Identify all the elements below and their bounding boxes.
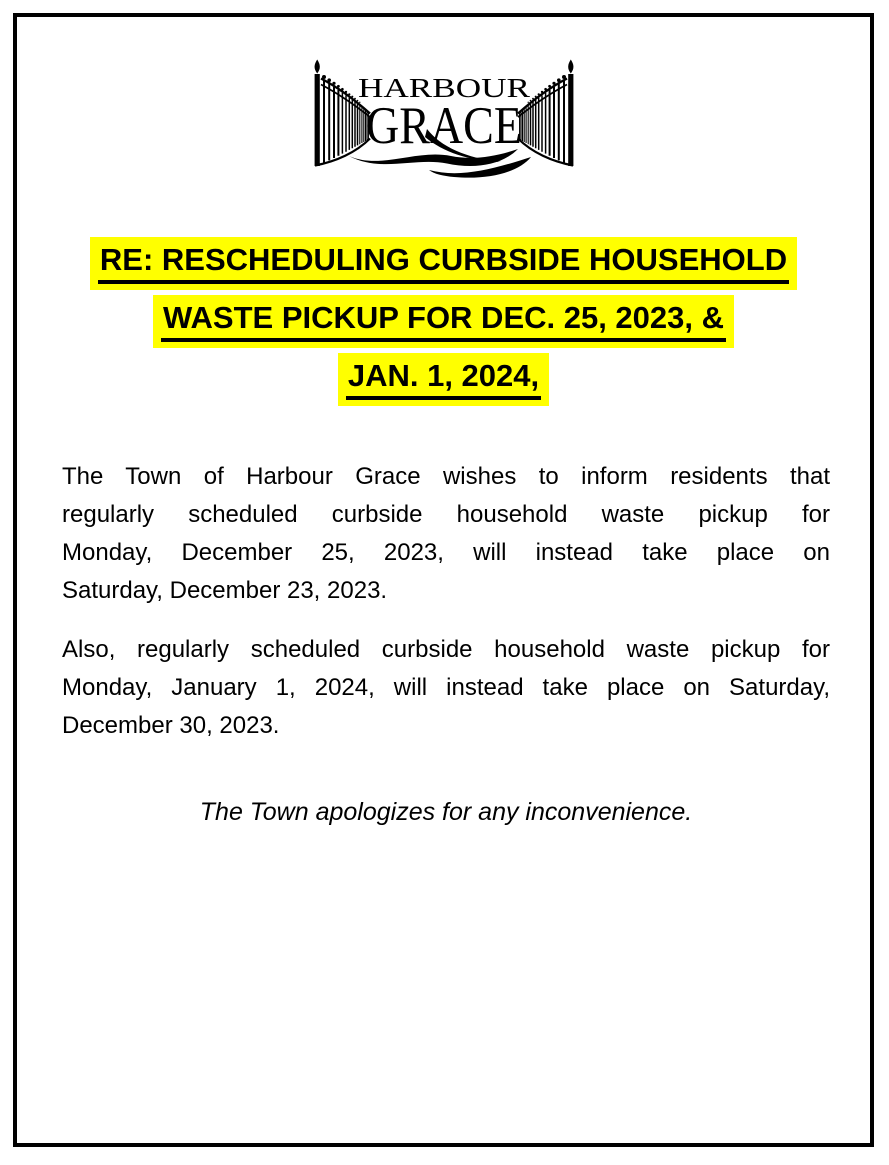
- apology-line: The Town apologizes for any inconvenience.: [199, 798, 693, 826]
- heading-text: JAN. 1, 2024,: [346, 359, 541, 400]
- paragraph-line: Also, regularly scheduled curbside household waste pickup for: [62, 636, 830, 663]
- notice-heading-line: [17, 295, 870, 348]
- paragraph-line: December 30, 2023.: [62, 712, 280, 739]
- heading-highlight: [90, 237, 797, 290]
- heading-highlight: [153, 295, 734, 348]
- paragraph-line: The Town of Harbour Grace wishes to inform residents that: [62, 463, 830, 490]
- heading-text: RE: RESCHEDULING CURBSIDE HOUSEHOLD: [98, 243, 789, 284]
- paragraph-line: regularly scheduled curbside household waste pickup for: [62, 501, 830, 528]
- paragraph-line: Monday, December 25, 2023, will instead take place on: [62, 539, 830, 566]
- body-paragraph: [62, 631, 830, 745]
- notice-body: [62, 458, 830, 829]
- heading-text: WASTE PICKUP FOR DEC. 25, 2023, &: [161, 301, 726, 342]
- notice-heading-line: [17, 353, 870, 406]
- harbour-grace-logo: [311, 57, 577, 181]
- paragraph-line: Saturday, December 23, 2023.: [62, 577, 388, 604]
- notice-border-frame: [13, 13, 874, 1147]
- body-paragraph: [62, 458, 830, 610]
- heading-highlight: [338, 353, 549, 406]
- logo-word-harbour: HARBOUR: [357, 73, 530, 103]
- harbour-grace-logo-graphic: [311, 57, 577, 181]
- paragraph-line: Monday, January 1, 2024, will instead take place on Saturday,: [62, 674, 830, 701]
- notice-heading-line: [17, 237, 870, 290]
- notice-heading: [17, 237, 870, 406]
- logo-word-grace: GRACE: [365, 97, 522, 155]
